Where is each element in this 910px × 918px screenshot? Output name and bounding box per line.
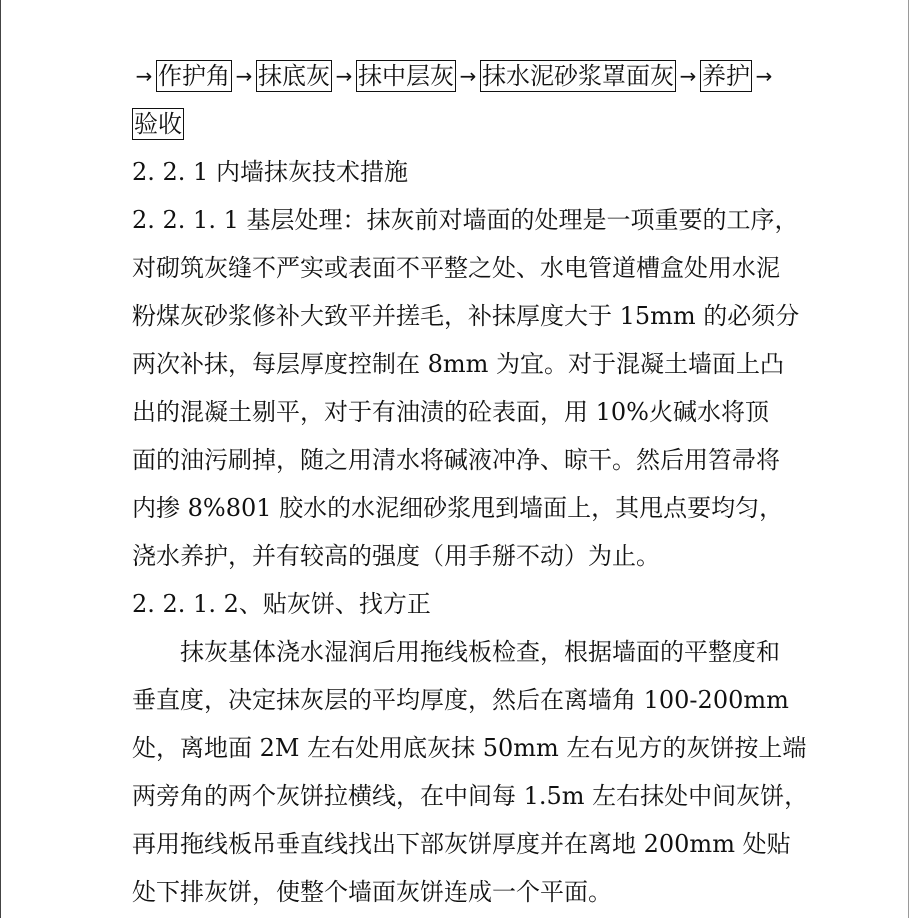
paragraph-line: 2. 2. 1. 1 基层处理：抹灰前对墙面的处理是一项重要的工序， [132, 206, 799, 234]
paragraph-line: 对砌筑灰缝不严实或表面不平整之处、水电管道槽盒处用水泥 [132, 254, 780, 282]
paragraph-line: 面的油污刷掉，随之用清水将碱液冲净、晾干。然后用笤帚将 [132, 446, 780, 474]
flow-step-finish-coat: 抹水泥砂浆罩面灰 [482, 62, 674, 90]
flow-step-acceptance: 验收 [134, 110, 182, 138]
flow-arrow: → [335, 64, 353, 88]
flow-arrow: → [679, 64, 697, 88]
paragraph-line: 出的混凝土剔平，对于有油渍的砼表面，用 10%火碱水将顶 [132, 398, 769, 426]
paragraph-line: 再用拖线板吊垂直线找出下部灰饼厚度并在离地 200mm 处贴 [132, 830, 791, 858]
paragraph-line: 浇水养护，并有较高的强度（用手掰不动）为止。 [132, 542, 660, 570]
flow-arrow: → [235, 64, 253, 88]
paragraph-line: 抹灰基体浇水湿润后用拖线板检查，根据墙面的平整度和 [180, 638, 780, 666]
flow-step-base-coat: 抹底灰 [258, 62, 330, 90]
paragraph-line: 两旁角的两个灰饼拉横线，在中间每 1.5m 左右抹处中间灰饼， [132, 782, 809, 810]
paragraph-line: 处，离地面 2M 左右处用底灰抹 50mm 左右见方的灰饼按上端 [132, 734, 807, 762]
section-heading: 2. 2. 1 内墙抹灰技术措施 [132, 158, 408, 186]
flow-arrow: → [135, 64, 153, 88]
flow-step-curing: 养护 [702, 62, 750, 90]
paragraph-line: 粉煤灰砂浆修补大致平并搓毛，补抹厚度大于 15mm 的必须分 [132, 302, 800, 330]
flow-arrow: → [459, 64, 477, 88]
flow-arrow: → [755, 64, 773, 88]
paragraph-line: 垂直度，决定抹灰层的平均厚度，然后在离墙角 100-200mm [132, 686, 789, 714]
process-flow-row-1 [132, 52, 792, 100]
paragraph-line: 内掺 8%801 胶水的水泥细砂浆甩到墙面上，其甩点要均匀， [132, 494, 784, 522]
paragraph-line: 处下排灰饼，使整个墙面灰饼连成一个平面。 [132, 878, 612, 906]
flow-step-corner-protection: 作护角 [158, 62, 230, 90]
document-content [132, 52, 809, 916]
process-flow-row-2 [132, 100, 792, 148]
subsection-heading: 2. 2. 1. 2、贴灰饼、找方正 [132, 590, 431, 618]
flow-step-middle-coat: 抹中层灰 [358, 62, 454, 90]
paragraph-line: 两次补抹，每层厚度控制在 8mm 为宜。对于混凝土墙面上凸 [132, 350, 785, 378]
